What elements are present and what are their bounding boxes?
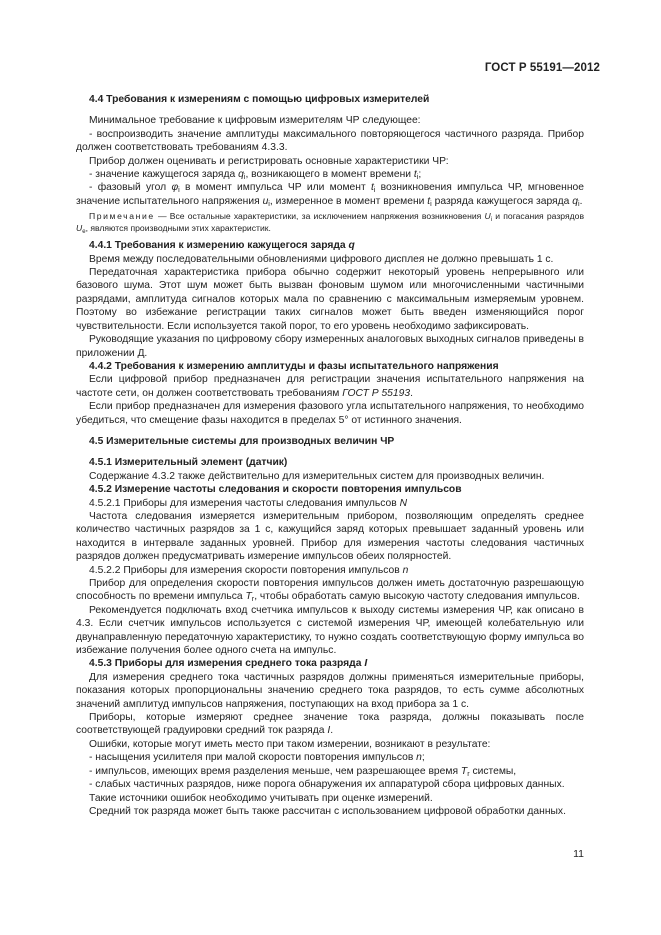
s453-p1: Для измерения среднего тока частичных разрядов должны применяться измерительные приборы, показания которых пропорциональны значению среднего тока разрядов, то есть сумме абсолютных значений амплитуд импульсов напряжения, поступающих на вход прибора за 1 с. — [76, 671, 584, 710]
section-4-5-title: 4.5 Измерительные системы для производных величин ЧР — [89, 435, 395, 447]
section-4-4-title: 4.4 Требования к измерениям с помощью цифровых измерителей — [89, 94, 430, 105]
s44-p3: Прибор должен оценивать и регистрировать основные характеристики ЧР: — [89, 155, 449, 167]
page-number: 11 — [573, 848, 584, 860]
section-4-5-3-title: 4.5.3 Приборы для измерения среднего тока разряда I — [89, 658, 368, 670]
s452-sub1-title: 4.5.2.1 Приборы для измерения частоты следования импульсов N — [89, 497, 408, 509]
section-4-5-2-title: 4.5.2 Измерение частоты следования и скорости повторения импульсов — [89, 484, 462, 496]
s442-p1: Если цифровой прибор предназначен для регистрации значения испытательного напряжения на частоте сети, он должен соответствовать требованиям ГОСТ Р 55193. — [76, 374, 584, 399]
document-code-header: ГОСТ Р 55191—2012 — [484, 62, 600, 74]
section-4-4-1-title: 4.4.1 Требования к измерению кажущегося заряда q — [89, 240, 355, 252]
s453-p4: Такие источники ошибок необходимо учитывать при оценке измерений. — [89, 792, 433, 804]
section-4-4-2-title: 4.4.2 Требования к измерению амплитуды и фазы испытательного напряжения — [89, 360, 499, 372]
section-4-5-1-title: 4.5.1 Измерительный элемент (датчик) — [89, 457, 288, 469]
s451-p1: Содержание 4.3.2 также действительно для измерительных систем для производных величин. — [89, 470, 545, 482]
s441-p2: Передаточная характеристика прибора обычно содержит некоторый уровень непрерывного или базового шума. Этот шум может быть вызван фоновым шумом или многочисленными частичными разрядами, амплитуда сигналов которых мала по сравнению с максимальным измеряемым уровнем. Поэтому во избежание регистрации таких сигналов может быть введен изменяющийся порог чувствительности. Если используется такой порог, то его уровень необходимо зафиксировать. — [76, 267, 584, 332]
s453-p5: Средний ток разряда может быть также рассчитан с использованием цифровой обработки данных. — [89, 805, 566, 817]
s452-p3: Рекомендуется подключать вход счетчика импульсов к выходу системы измерения ЧР, как описано в 4.3. Если счетчик импульсов используется с системой измерения ЧР, имеющей колебательную или двунаправленную передаточную характеристику, то нужно создать соответствующую форму импульса во избежание получения более одного счета на импульс. — [76, 604, 584, 657]
s44-note: Примечание — Все остальные характеристики, за исключением напряжения возникновения $U_i$ и погасания разрядов $U_e$, являются производными этих характеристик. — [76, 211, 585, 235]
s441-p3: Руководящие указания по цифровому сбору измеренных аналоговых выходных сигналов приведены в приложении Д. — [76, 334, 584, 359]
s453-list-item-2: - импульсов, имеющих время разделения меньше, чем разрешающее время $T_r$ системы, — [89, 765, 517, 778]
s453-p2: Приборы, которые измеряют среднее значение тока разряда, должны показывать после соответствующей градуировки средний ток разряда I. — [76, 712, 584, 737]
s44-p1: Минимальное требование к цифровым измерителям ЧР следующее: — [89, 115, 421, 127]
s452-p2: Прибор для определения скорости повторения импульсов должен иметь достаточную разрешающую способность по времени импульса $T_r$, чтобы обработать самую высокую частоту следования импульсов. — [76, 578, 584, 604]
s44-p5: - фазовый угол $\varphi_i$ в момент импульса ЧР или момент $t_i$ возникновения импульса ЧР, мгновенное значение испытательного напряжения $u_i$, измеренное в момент времени $t_i$ разряда кажущегося заряда $q_i$. — [76, 182, 584, 208]
s453-p3: Ошибки, которые могут иметь место при таком измерении, возникают в результате: — [89, 738, 491, 750]
s44-p2: - воспроизводить значение амплитуды максимального повторяющегося частичного разряда. Прибор должен соответствовать требованиям 4.3.3. — [76, 128, 584, 154]
s452-p1: Частота следования измеряется измерительным прибором, позволяющим определять среднее количество частичных разрядов за 1 с, кажущийся заряд которых превышает заданный уровень или находится в интервале заданных уровней. Прибор для измерения частоты следования частичных разрядов должен предусматривать измерение импульсов обеих полярностей. — [76, 510, 584, 563]
gost-reference: ГОСТ Р 55193 — [342, 387, 411, 399]
s44-p4: - значение кажущегося заряда $q_i$, возникающего в момент времени $t_i$; — [89, 169, 422, 182]
document-body — [76, 93, 584, 818]
s453-list-item-3: - слабых частичных разрядов, ниже порога обнаружения их аппаратурой сбора цифровых данных. — [89, 779, 565, 791]
s442-p2: Если прибор предназначен для измерения фазового угла испытательного напряжения, то необходимо убедиться, что смещение фазы находится в пределах 5° от истинного значения. — [76, 401, 584, 426]
s452-sub2-title: 4.5.2.2 Приборы для измерения скорости повторения импульсов n — [89, 564, 409, 576]
s453-list-item-1: - насыщения усилителя при малой скорости повторения импульсов n; — [89, 752, 425, 764]
s441-p1: Время между последовательными обновлениями цифрового дисплея не должно превышать 1 с. — [89, 253, 554, 265]
